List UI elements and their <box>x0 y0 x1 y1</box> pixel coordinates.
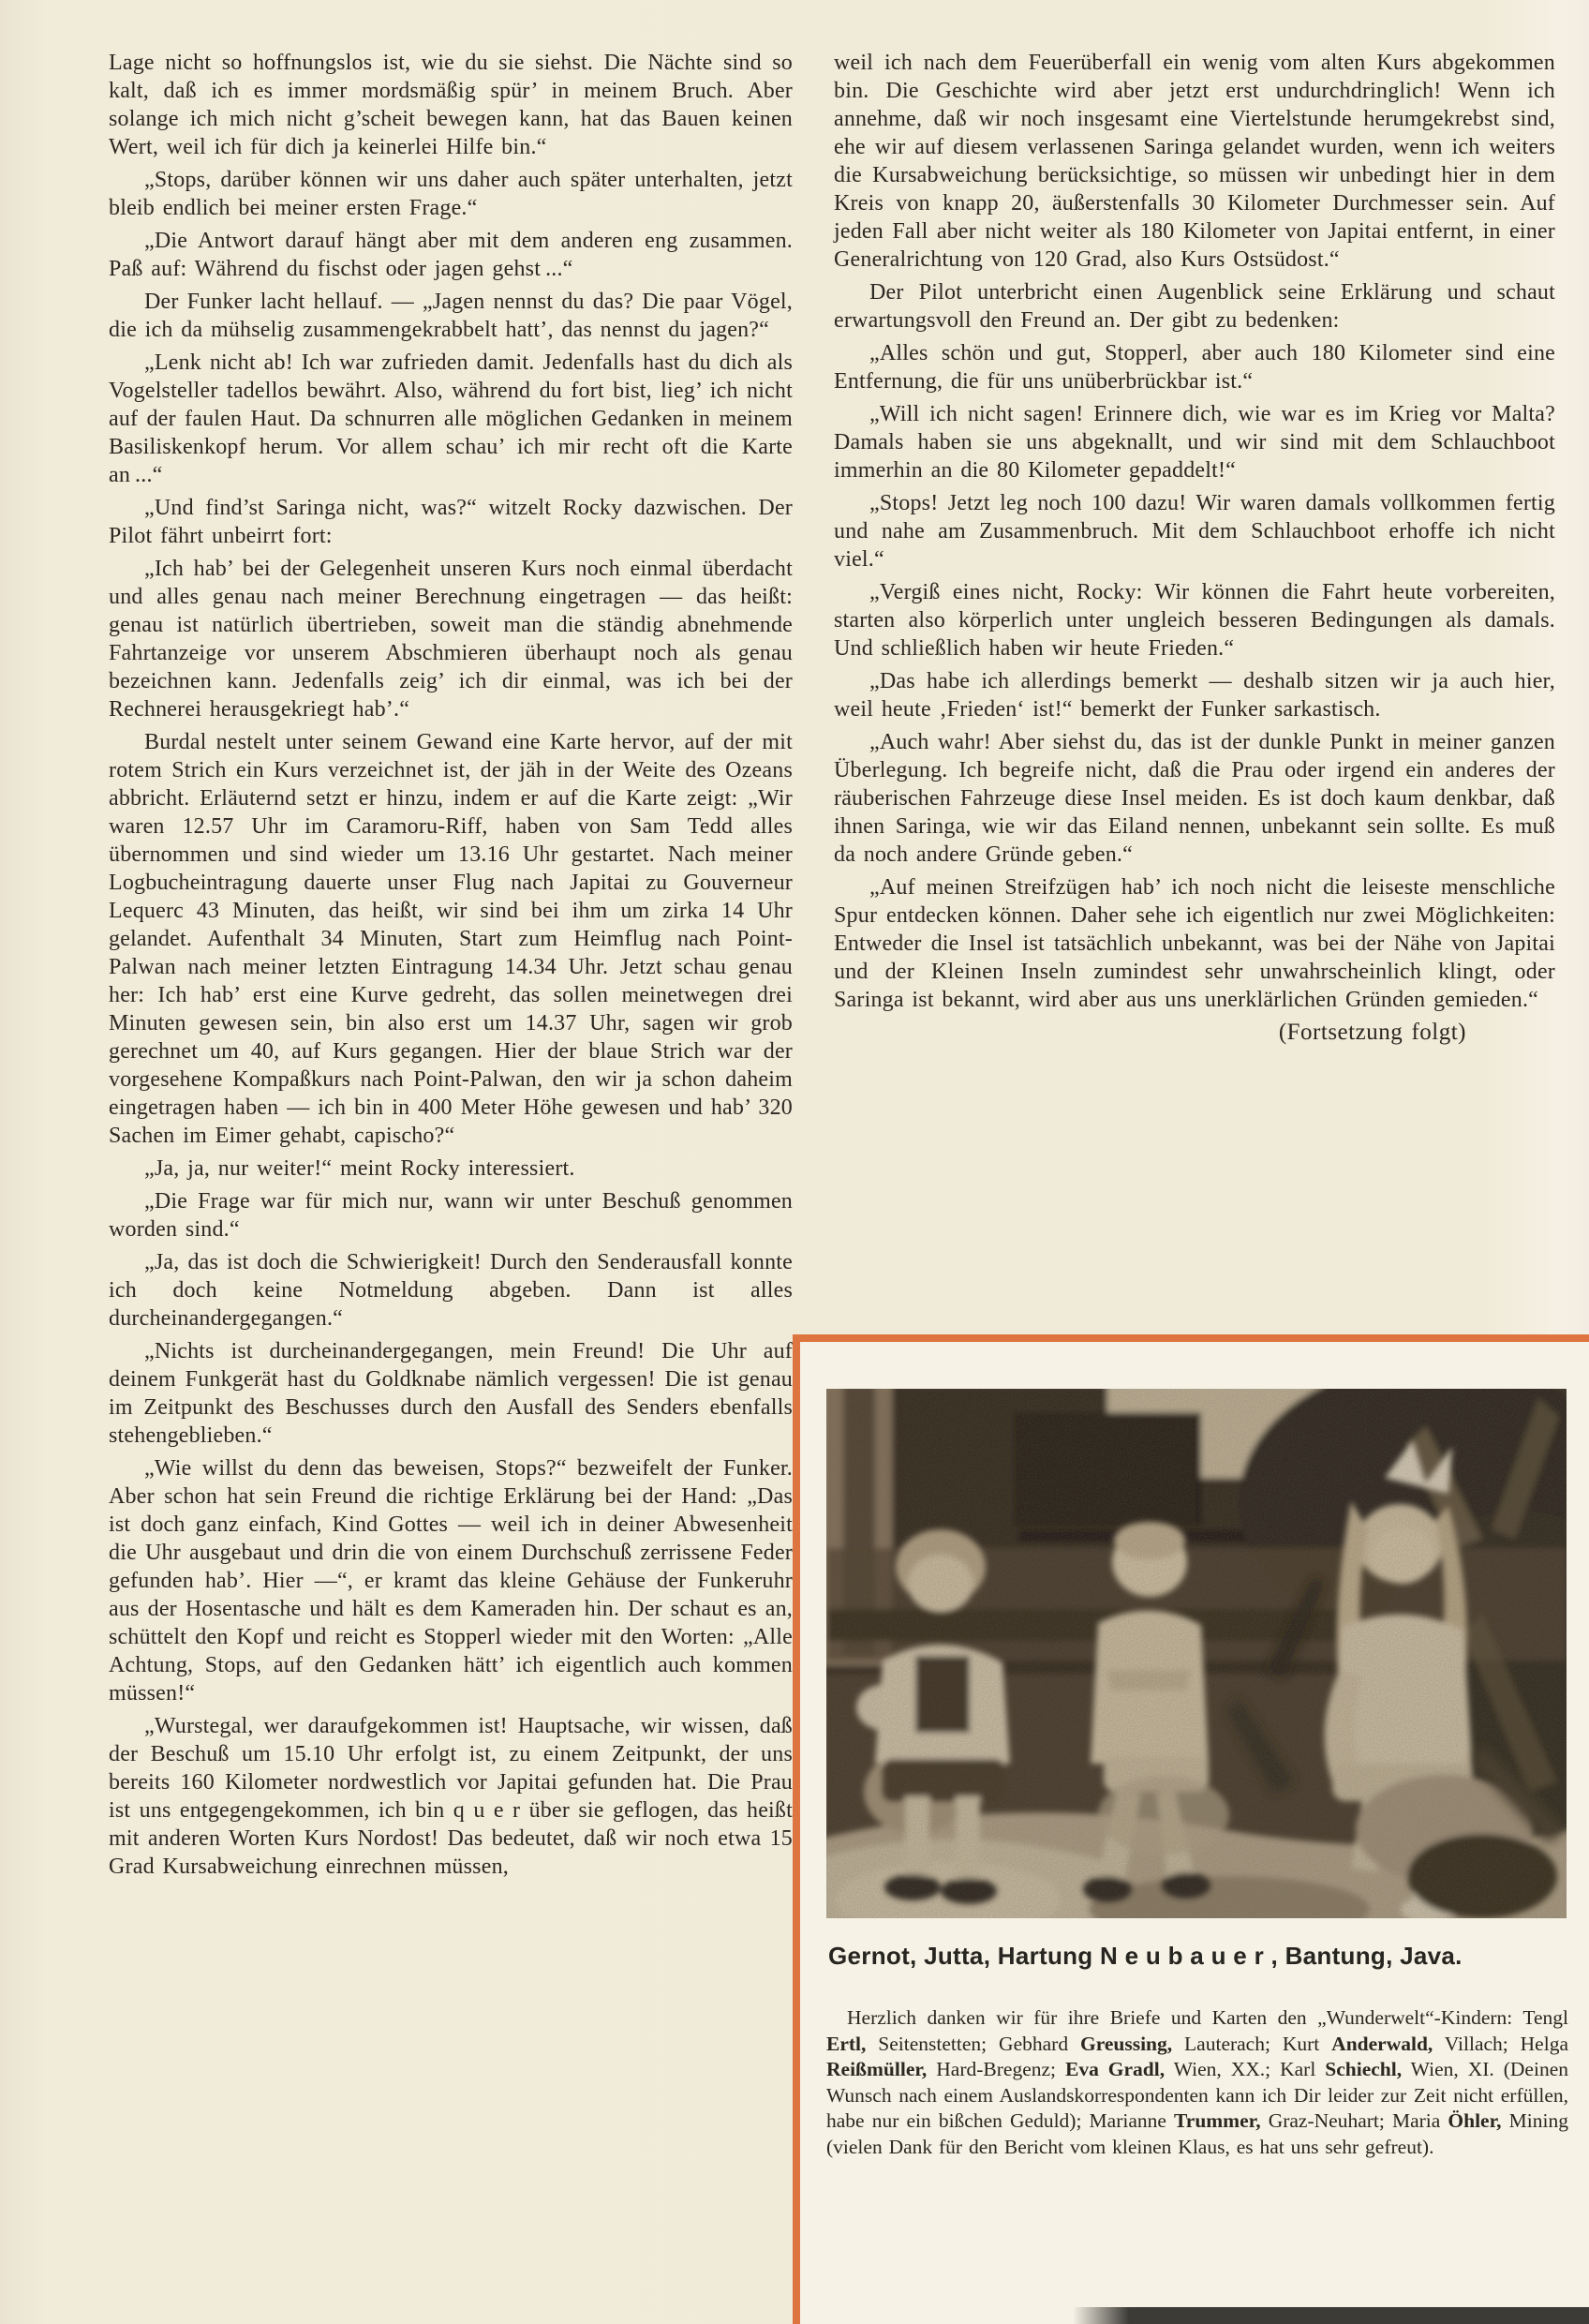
story-paragraph: „Auf meinen Streifzügen hab’ ich noch nicht die leiseste menschliche Spur entdecken können. Daher sehe ich eigentlich nur zwei Möglichkeiten: Entweder die Insel ist tatsächlich unbekannt, was bei der Nähe von Japitai und der Kleinen Inseln zumindest sehr unwahrscheinlich klingt, oder Saringa ist bekannt, wird aber aus uns unerklärlichen Gründen gemieden.“ <box>834 875 1555 1012</box>
story-paragraph: „Vergiß eines nicht, Rocky: Wir können die Fahrt heute vorbereiten, starten also körperlich unter ungleich besseren Bedingungen als damals. Und schließlich haben wir heute Frieden.“ <box>834 580 1555 661</box>
story-paragraph: „Will ich nicht sagen! Erinnere dich, wie war es im Krieg vor Malta? Damals haben sie uns abgeknallt, und wir sind mit dem Schlauchboot immerhin an die 80 Kilometer gepaddelt!“ <box>834 402 1555 483</box>
photo-sepia-veil <box>826 1389 1567 1918</box>
acknowledgement-text: Herzlich danken wir für ihre Briefe und Karten den „Wunderwelt“-Kindern: Tengl <box>847 2006 1568 2029</box>
acknowledgement-text: Lauterach; Kurt <box>1172 2032 1332 2055</box>
reader-name: Ertl, <box>826 2032 867 2055</box>
story-paragraph: weil ich nach dem Feuerüberfall ein wenig vom alten Kurs abgekommen bin. Die Geschichte wird aber jetzt erst undurchdringlich! Wenn ich annehme, daß wir noch insgesamt eine Viertelstunde herumgekrebst sind, ehe wir auf diesem verlassenen Saringa gelandet wurden, wenn ich weiters die Kursabweichung berücksichtige, so müssen wir unbedingt hier in dem Kreis von knapp 20, äußerstenfalls 30 Kilometer Durchmesser sein. Auf jeden Fall aber nicht weiter als 180 Kilometer von Japitai entfernt, in einer Generalrichtung von 120 Grad, also Kurs Ostsüdost.“ <box>834 51 1555 272</box>
acknowledgement-text: Wien, XX.; Karl <box>1165 2058 1326 2081</box>
story-paragraph: „Wurstegal, wer daraufgekommen ist! Hauptsache, wir wissen, daß der Beschuß um 15.10 Uhr erfolgt ist, zu einem Zeitpunkt, der uns bereits 160 Kilometer nordwestlich vor Japitai gefunden hat. Die Prau ist uns entgegengekommen, ich bin q u e r über sie geflogen, das heißt mit anderen Worten Kurs Nordost! Das bedeutet, daß wir noch etwa 15 Grad Kursabweichung einrechnen müssen, <box>109 1714 793 1879</box>
reader-name: Öhler, <box>1448 2109 1502 2133</box>
continuation-note: (Fortsetzung folgt) <box>1278 1020 1466 1045</box>
story-paragraph: „Alles schön und gut, Stopperl, aber auch 180 Kilometer sind eine Entfernung, die für uns unüberbrückbar ist.“ <box>834 341 1555 394</box>
story-paragraph: Der Pilot unterbricht einen Augenblick seine Erklärung und schaut erwartungsvoll den Freund an. Der gibt zu bedenken: <box>834 280 1555 333</box>
story-paragraph: Der Funker lacht hellauf. — „Jagen nennst du das? Die paar Vögel, die ich da mühselig zusammengekrabbelt hatt’, das nennst du jagen?“ <box>109 290 793 342</box>
photo-caption: Gernot, Jutta, Hartung N e u b a u e r , Bantung, Java. <box>828 1942 1463 1970</box>
acknowledgement-text: Graz-Neuhart; Maria <box>1260 2109 1448 2133</box>
story-paragraph: „Ja, ja, nur weiter!“ meint Rocky interessiert. <box>144 1156 575 1181</box>
story-paragraph: „Und find’st Saringa nicht, was?“ witzelt Rocky dazwischen. Der Pilot fährt unbeirrt fort: <box>109 496 793 548</box>
reader-name: Trummer, <box>1174 2109 1261 2133</box>
story-paragraph: „Nichts ist durcheinandergegangen, mein Freund! Die Uhr auf deinem Funkgerät hast du Goldknabe nämlich vergessen! Die ist genau im Zeitpunkt des Beschusses durch den Ausfall des Senders ebenfalls stehengeblieben.“ <box>109 1339 793 1448</box>
reader-name: Anderwald, <box>1331 2032 1433 2055</box>
story-paragraph: „Ja, das ist doch die Schwierigkeit! Durch den Senderausfall konnte ich doch keine Notmeldung abgeben. Dann ist alles durcheinandergegangen.“ <box>109 1250 793 1331</box>
story-paragraph: Burdal nestelt unter seinem Gewand eine Karte hervor, auf der mit rotem Strich ein Kurs verzeichnet ist, der jäh in der Weite des Ozeans abbricht. Erläuternd setzt er hinzu, indem er auf die Karte zeigt: „Wir waren 12.57 Uhr im Caramoru-Riff, haben von Sam Tedd alles übernommen und sind wieder um 13.16 Uhr gestartet. Nach meiner Logbucheintragung dauerte unser Flug nach Japitai zu Gouverneur Lequerc 43 Minuten, das heißt, wir sind bei ihm um zirka 14 Uhr gelandet. Aufenthalt 34 Minuten, Start zum Heimflug nach Point-Palwan nach meiner letzten Eintragung 14.34 Uhr. Jetzt schau genau her: Ich hab’ erst eine Kurve gedreht, das sollen meinetwegen drei Minuten gewesen sein, bin also erst um 14.37 Uhr, sagen wir grob gerechnet um 40, auf Kurs gegangen. Hier der blaue Strich war der vorgesehene Kompaßkurs nach Point-Palwan, den wir ja schon daheim eingetragen haben — ich bin in 400 Meter Höhe gewesen und hab’ 320 Sachen im Eimer gehabt, capischo?“ <box>109 730 793 1148</box>
story-paragraph: „Ich hab’ bei der Gelegenheit unseren Kurs noch einmal überdacht und alles genau nach meiner Berechnung eingetragen — das heißt: genau ist natürlich übertrieben, soweit man die ständig abnehmende Fahrtanzeige vor unserem Abschmieren überhaupt noch als genau bezeichnen kann. Jedenfalls zeig’ ich dir einmal, was ich bei der Rechnerei herausgekriegt hab’.“ <box>109 557 793 722</box>
acknowledgement-text: Mining (vielen Dank für den Bericht vom kleinen Klaus, es hat uns sehr gefreut). <box>826 2109 1568 2158</box>
story-paragraph: „Wie willst du denn das beweisen, Stops?“ bezweifelt der Funker. Aber schon hat sein Freund die richtige Erklärung bei der Hand: „Das ist doch ganz einfach, Kind Gottes — weil ich in deiner Abwesenheit die Uhr ausgebaut und drin die von einem Durchschuß zerrissene Feder gefunden hab’. Hier —“, er kramt das kleine Gehäuse der Funkeruhr aus der Hosentasche und hält es dem Kameraden hin. Der schaut es an, schüttelt den Kopf und reicht es Stopperl wieder mit den Worten: „Alle Achtung, Stops, auf den Gedanken hätt’ ich eigentlich auch kommen müssen!“ <box>109 1456 793 1706</box>
acknowledgement-paragraph <box>826 2005 1568 2161</box>
story-paragraph: Lage nicht so hoffnungslos ist, wie du sie siehst. Die Nächte sind so kalt, daß ich es immer mordsmäßig spür’ in meinem Bruch. Aber solange ich mich nicht g’scheit bewegen kann, hat das Bauen keinen Wert, weil ich für dich ja keinerlei Hilfe bin.“ <box>109 51 793 159</box>
story-paragraph: „Die Antwort darauf hängt aber mit dem anderen eng zusammen. Paß auf: Während du fischst oder jagen gehst ...“ <box>109 229 793 281</box>
reader-name: Eva Gradl, <box>1064 2058 1166 2081</box>
story-column-left <box>109 49 793 1885</box>
story-paragraph: „Stops! Jetzt leg noch 100 dazu! Wir waren damals vollkommen fertig und nahe am Zusammenbruch. Mit dem Schlauchboot erhoffe ich nicht viel.“ <box>834 491 1555 572</box>
story-paragraph: „Das habe ich allerdings bemerkt — deshalb sitzen wir ja auch hier, weil heute ‚Frieden‘ ist!“ bemerkt der Funker sarkastisch. <box>834 669 1555 722</box>
reader-name: Reißmüller, <box>826 2058 928 2081</box>
story-paragraph: „Die Frage war für mich nur, wann wir unter Beschuß genommen worden sind.“ <box>109 1189 793 1242</box>
reader-name: Schiechl, <box>1325 2058 1403 2081</box>
story-paragraph: „Stops, darüber können wir uns daher auch später unterhalten, jetzt bleib endlich bei meiner ersten Frage.“ <box>109 168 793 220</box>
story-paragraph: „Auch wahr! Aber siehst du, das ist der dunkle Punkt in meiner ganzen Überlegung. Ich begreife nicht, daß die Prau oder irgend ein anderes der räuberischen Fahrzeuge diese Insel meiden. Es ist doch kaum denkbar, daß ihnen Saringa, wie wir das Eiland nennen, unbekannt sein sollte. Es muß da noch andere Gründe geben.“ <box>834 730 1555 867</box>
reader-name: Greussing, <box>1079 2032 1173 2055</box>
story-column-right-paragraphs <box>834 49 1555 1014</box>
children-photo-art <box>826 1389 1567 1918</box>
story-paragraph: „Lenk nicht ab! Ich war zufrieden damit. Jedenfalls hast du dich als Vogelsteller tadellos bewährt. Also, während du fort bist, lieg’ ich nicht auf der faulen Haut. Da schnurren alle möglichen Gedanken in meinem Basiliskenkopf herum. Vor allem schau’ ich mir recht oft die Karte an ...“ <box>109 350 793 487</box>
page-edge-shadow <box>1073 2307 1589 2324</box>
acknowledgement-text: Villach; Helga <box>1433 2032 1568 2055</box>
children-photo <box>826 1389 1567 1918</box>
story-column-right <box>834 49 1555 1051</box>
acknowledgement-text: Hard-Bregenz; <box>927 2058 1065 2081</box>
acknowledgement-text: Wien, XI. (Deinen Wunsch nach einem Auslandskorrespondenten kann ich Dir leider zur Zeit nicht erfüllen, habe nur ein bißchen Geduld); Marianne <box>826 2058 1568 2133</box>
acknowledgement-text: Seitenstetten; Gebhard <box>866 2032 1080 2055</box>
